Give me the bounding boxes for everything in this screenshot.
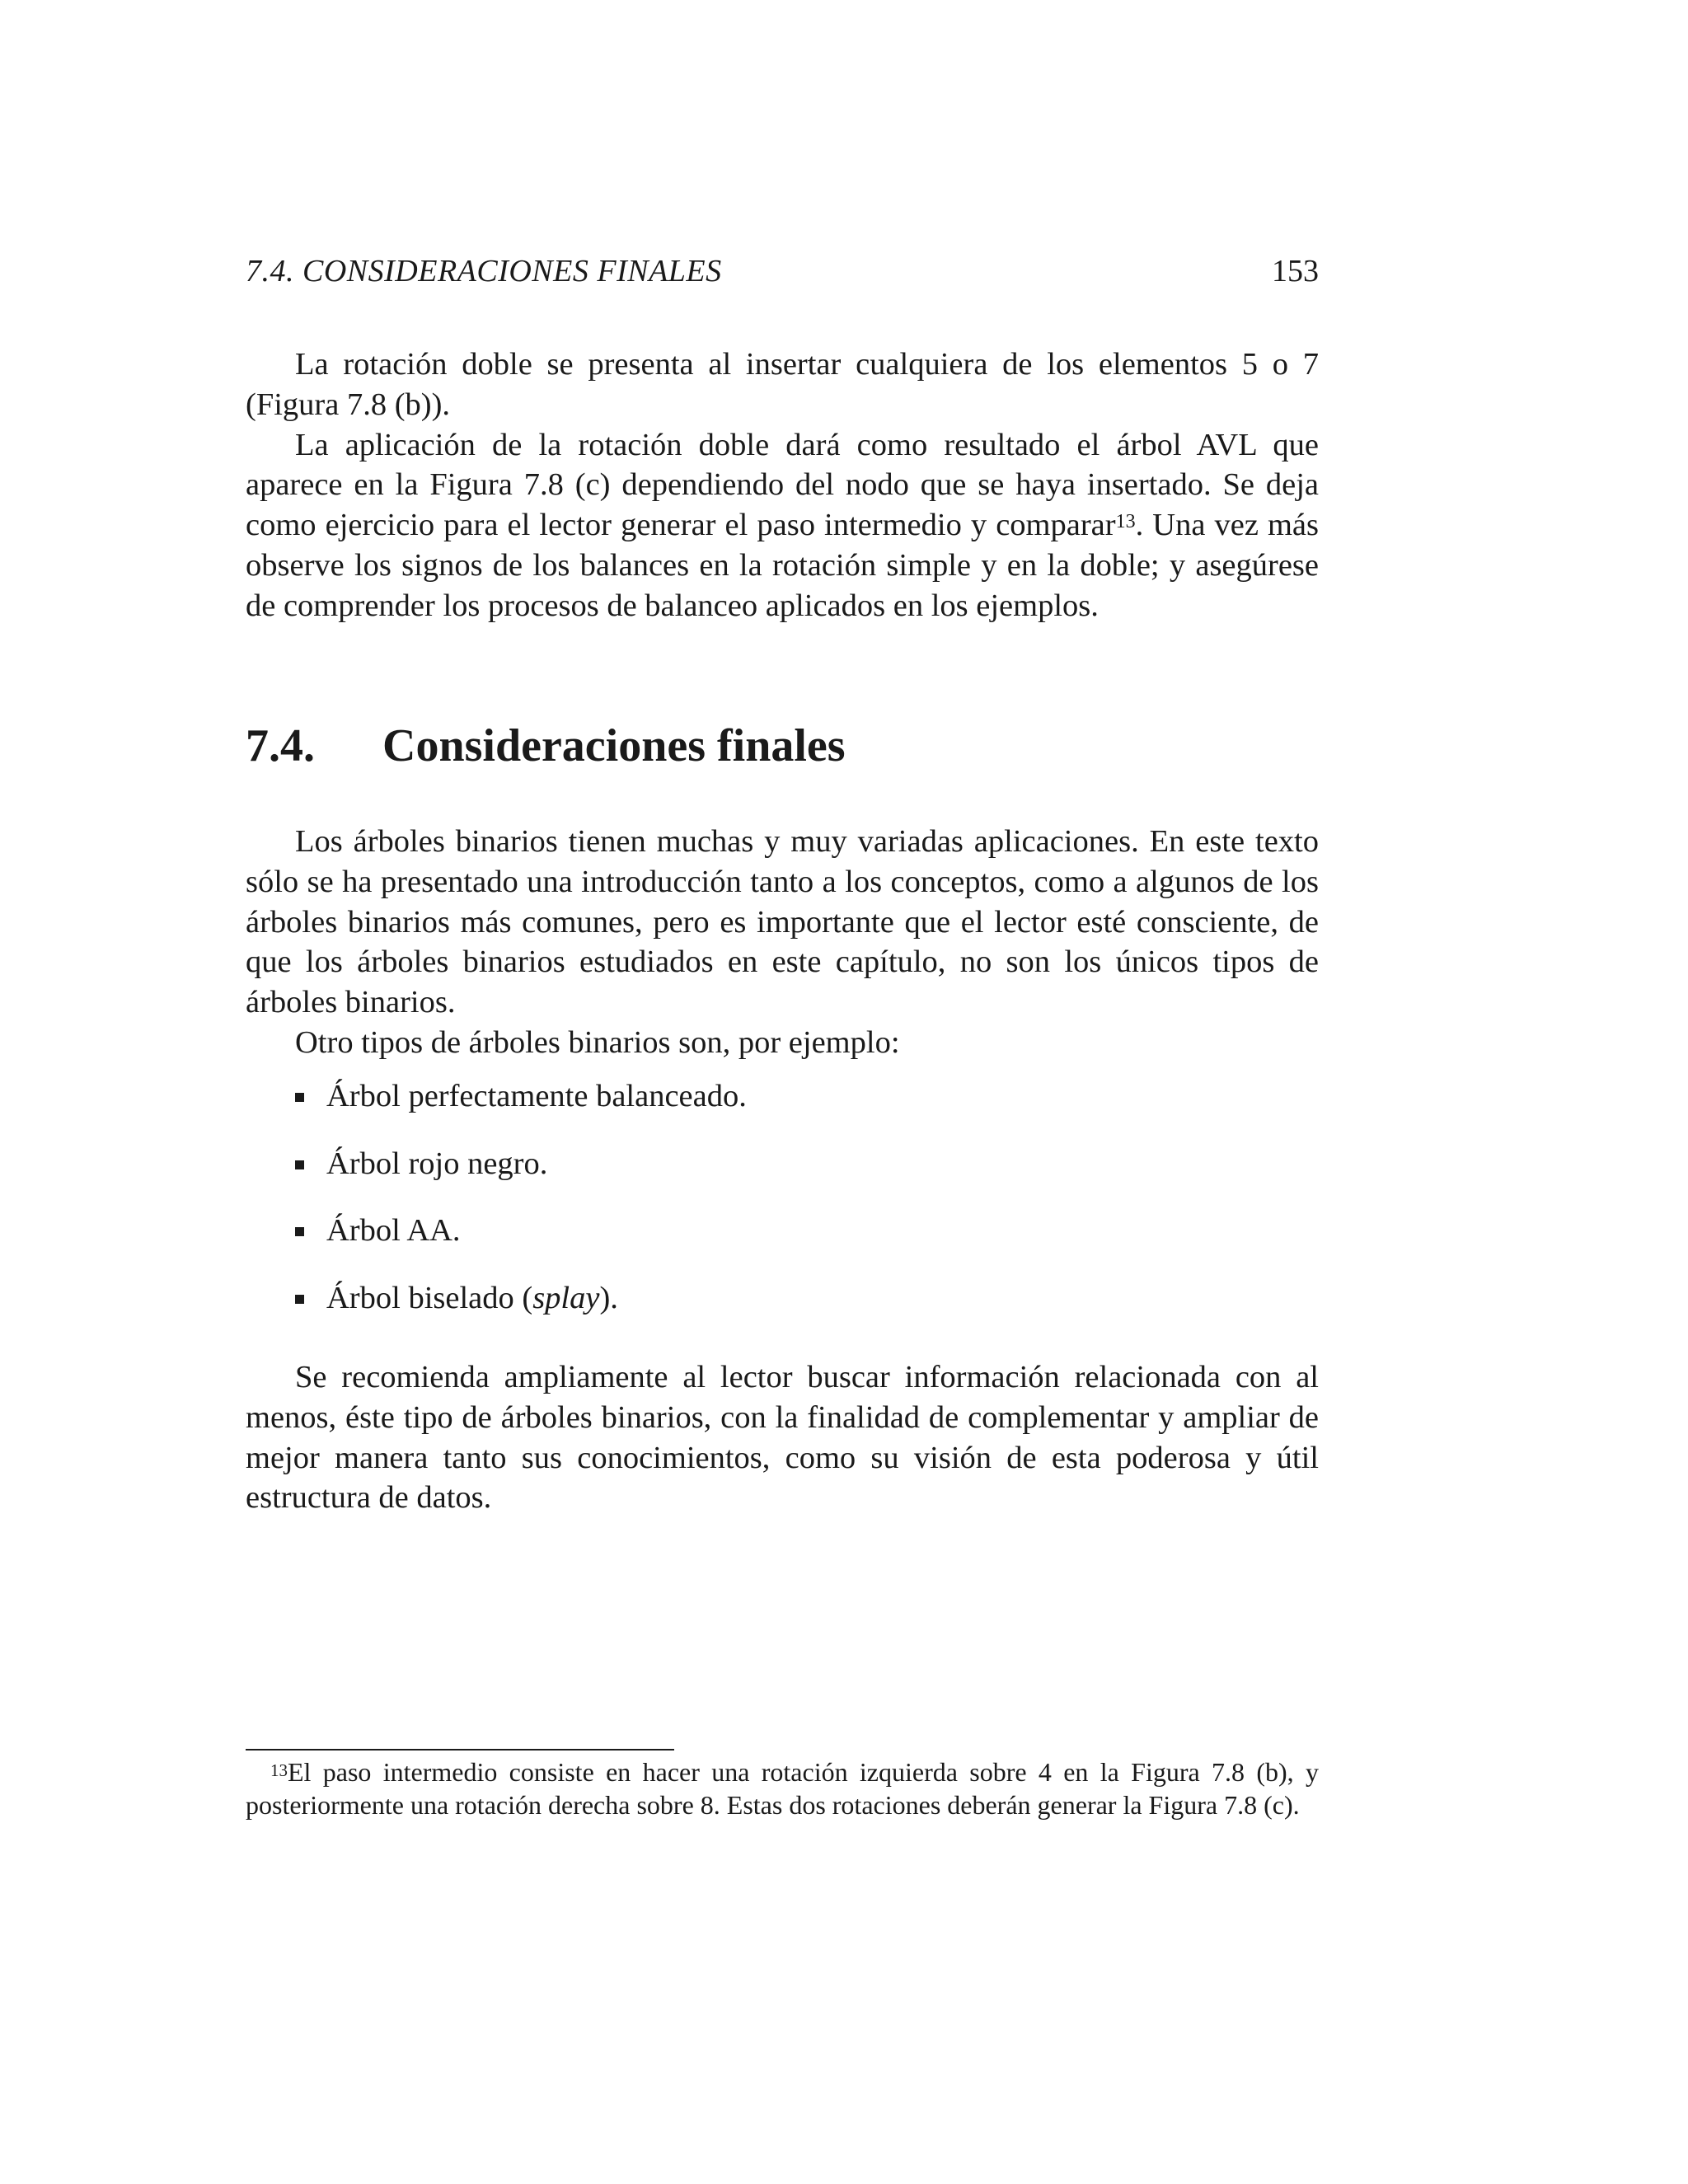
intro-text — [246, 344, 1319, 626]
paragraph: La rotación doble se presenta al insertar cualquiera de los elementos 5 o 7 (Figura 7.8 (b)). — [246, 347, 1319, 422]
footnote-reference: 13 — [1115, 511, 1136, 533]
list-item — [293, 1278, 1282, 1346]
footnote-paragraph — [246, 1755, 1319, 1821]
paragraph: Se recomienda ampliamente al lector buscar información relacionada con al menos, éste tipo de árboles binarios, con la finalidad de complementar y ampliar de mejor manera tanto sus conocimientos, como su visión de esta poderosa y útil estructura de datos. — [246, 1360, 1319, 1516]
paragraph-text: . Una vez más observe los signos de los balances en la rotación simple y en la doble; y asegúrese de comprender los procesos de balanceo aplicados en los ejemplos. — [246, 508, 1319, 623]
paragraph-text: La aplicación de la rotación doble dará como resultado el árbol AVL que aparece en la Figura 7.8 (c) dependiendo del nodo que se haya insertado. Se deja como ejercicio para el lector generar el paso intermedio y comparar — [246, 427, 1319, 543]
list-item — [293, 1211, 1282, 1278]
tree-types-list — [293, 1076, 1282, 1345]
paragraph: Otro tipos de árboles binarios son, por ejemplo: — [295, 1024, 900, 1060]
list-item — [293, 1076, 1282, 1144]
list-item-text: ). — [599, 1280, 618, 1315]
footnote-text: El paso intermedio consiste en hacer una rotación izquierda sobre 4 en la Figura 7.8 (b), y posteriormente una rotación derecha sobre 8. Estas dos rotaciones deberán generar la Figura 7.8 (c). — [246, 1757, 1319, 1820]
section-title: Consideraciones finales — [382, 720, 846, 771]
list-item-text: Árbol AA. — [326, 1213, 461, 1248]
list-item-text: Árbol rojo negro. — [326, 1146, 548, 1181]
bullet-square-icon — [295, 1093, 304, 1102]
page-number: 153 — [1272, 254, 1319, 288]
closing-text — [246, 1357, 1319, 1518]
footnote — [246, 1755, 1319, 1821]
footnote-mark: 13 — [270, 1760, 288, 1780]
footnote-rule — [246, 1749, 674, 1750]
paragraph: Los árboles binarios tienen muchas y muy variadas aplicaciones. En este texto sólo se ha presentado una introducción tanto a los conceptos, como a algunos de los árboles binarios más comunes, pero es importante que el lector esté consciente, de que los árboles binarios estudiados en este capítulo, no son los únicos tipos de árboles binarios. — [246, 824, 1319, 1020]
list-item-italic: splay — [532, 1280, 600, 1315]
list-item — [293, 1144, 1282, 1212]
section-body — [246, 822, 1319, 1063]
bullet-square-icon — [295, 1227, 304, 1236]
bullet-square-icon — [295, 1160, 304, 1169]
bullet-square-icon — [295, 1295, 304, 1304]
list-item-text: Árbol biselado ( — [326, 1280, 533, 1315]
running-header — [246, 253, 1319, 302]
running-title: 7.4. CONSIDERACIONES FINALES — [246, 254, 722, 288]
list-item-text: Árbol perfectamente balanceado. — [326, 1079, 747, 1113]
section-number: 7.4. — [246, 720, 315, 771]
paragraph — [246, 425, 1319, 626]
